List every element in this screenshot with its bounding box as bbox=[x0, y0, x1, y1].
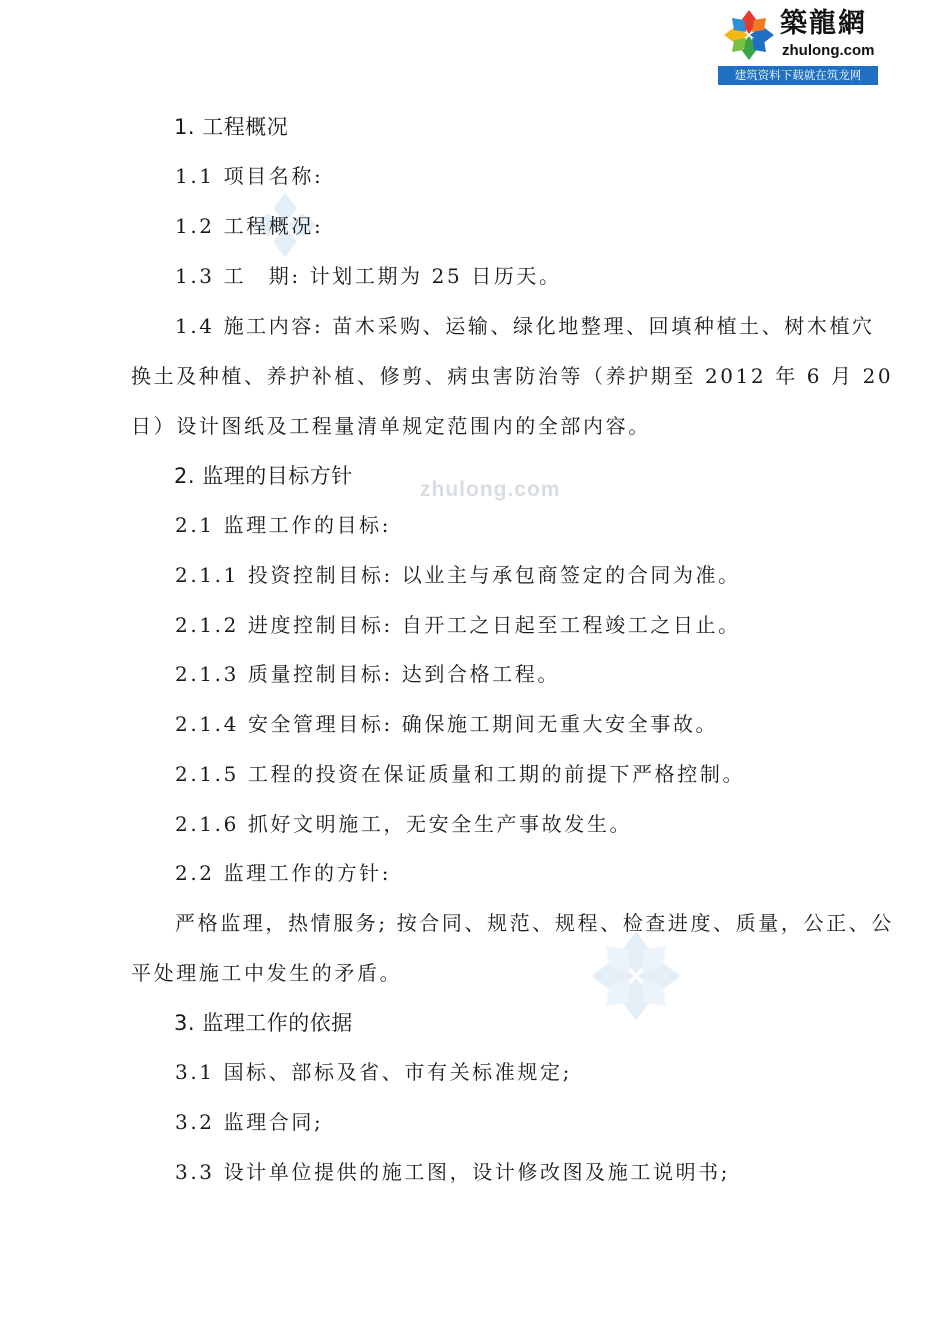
item-2-1-4: 2.1.4 安全管理目标: 确保施工期间无重大安全事故。 bbox=[175, 712, 719, 736]
item-2-2-body-line2: 平处理施工中发生的矛盾。 bbox=[131, 961, 403, 985]
zhulong-logo bbox=[718, 4, 878, 84]
item-2-1-3: 2.1.3 质量控制目标: 达到合格工程。 bbox=[175, 662, 560, 686]
section-heading-3: 3. 监理工作的依据 bbox=[174, 1011, 353, 1035]
item-2-1-5: 2.1.5 工程的投资在保证质量和工期的前提下严格控制。 bbox=[175, 762, 746, 786]
section-heading-2: 2. 监理的目标方针 bbox=[174, 464, 353, 488]
item-3-3: 3.3 设计单位提供的施工图，设计修改图及施工说明书; bbox=[175, 1160, 731, 1184]
section-heading-1: 1. 工程概况 bbox=[174, 115, 289, 139]
item-2-2-body-line1: 严格监理，热情服务; 按合同、规范、规程、检查进度、质量，公正、公 bbox=[175, 911, 894, 935]
item-1-2: 1.2 工程概况: bbox=[175, 214, 324, 238]
item-1-1: 1.1 项目名称: bbox=[175, 164, 324, 188]
item-3-2: 3.2 监理合同; bbox=[175, 1110, 324, 1134]
item-1-4-line1: 1.4 施工内容: 苗木采购、运输、绿化地整理、回填种植土、树木植穴 bbox=[175, 314, 875, 338]
logo-chinese-name: 築龍網 bbox=[780, 8, 867, 39]
logo-header bbox=[718, 4, 878, 66]
item-2-1-1: 2.1.1 投资控制目标: 以业主与承包商签定的合同为准。 bbox=[175, 563, 741, 587]
watermark-text: zhulong.com bbox=[420, 478, 561, 501]
item-1-4-line2: 换土及种植、养护补植、修剪、病虫害防治等（养护期至 2012 年 6 月 20 bbox=[131, 364, 894, 388]
item-3-1: 3.1 国标、部标及省、市有关标准规定; bbox=[175, 1060, 572, 1084]
item-2-1-2: 2.1.2 进度控制目标: 自开工之日起至工程竣工之日止。 bbox=[175, 613, 741, 637]
item-1-3: 1.3 工 期: 计划工期为 25 日历天。 bbox=[175, 264, 562, 288]
item-2-1-6: 2.1.6 抓好文明施工，无安全生产事故发生。 bbox=[175, 812, 633, 836]
item-2-1: 2.1 监理工作的目标: bbox=[175, 513, 392, 537]
logo-domain: zhulong.com bbox=[782, 42, 875, 59]
item-2-2: 2.2 监理工作的方针: bbox=[175, 861, 392, 885]
logo-tagline: 建筑资料下载就在筑龙网 bbox=[718, 66, 878, 85]
zhulong-flower-icon bbox=[722, 8, 776, 62]
item-1-4-line3: 日）设计图纸及工程量清单规定范围内的全部内容。 bbox=[131, 414, 651, 438]
